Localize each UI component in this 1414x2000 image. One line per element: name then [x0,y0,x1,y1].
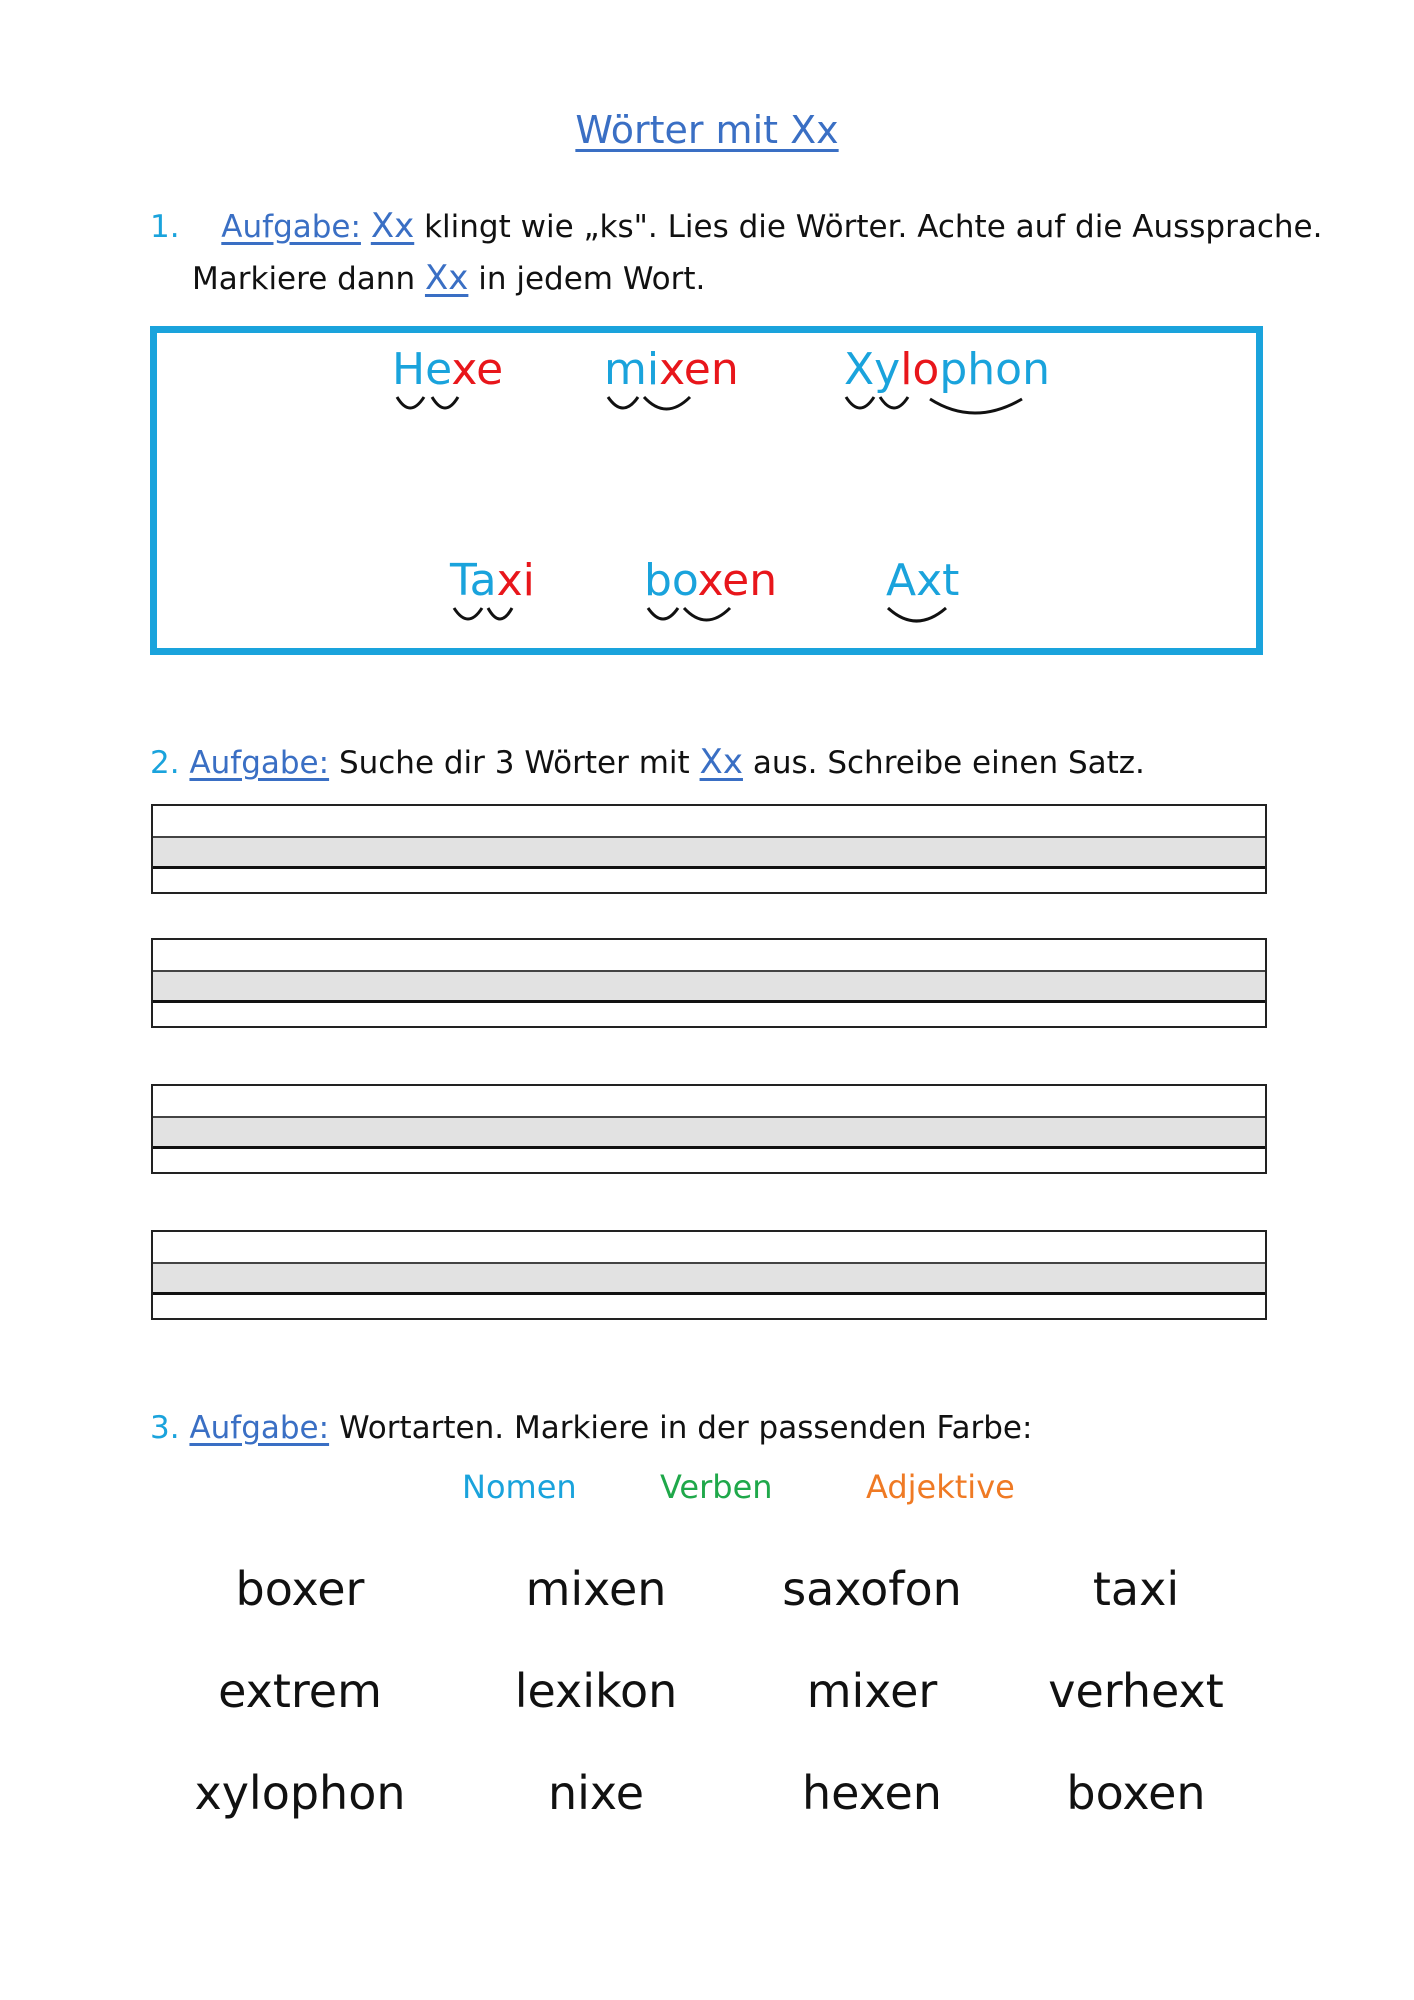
writing-line-middle-band [153,970,1265,1003]
writing-line[interactable] [151,1084,1267,1174]
word-item: nixe [547,1766,645,1820]
syllable-part-red: lo [900,344,940,395]
page-title: Wörter mit Xx [575,108,839,152]
category-adjektive: Adjektive [866,1468,1015,1506]
category-nomen: Nomen [462,1468,577,1506]
writing-line-middle-band [153,1262,1265,1295]
task1-line2-start: Markiere dann [192,261,416,297]
word-item: lexikon [514,1664,678,1718]
task1-number: 1. [150,209,180,245]
syllable-part: He [392,344,452,395]
task3-label: Aufgabe: [189,1410,330,1446]
task1-letters: Xx [370,206,415,246]
syllable-part: mi [604,344,660,395]
word-item: extrem [218,1664,382,1718]
syllable-word [644,556,777,606]
task2-letters: Xx [699,742,743,782]
task2-text-a: Suche dir 3 Wörter mit [338,745,690,781]
task1-line1 [150,200,1322,253]
syllable-part-red: xe [451,344,504,395]
syllable-arcs [450,604,550,634]
task1-letters-2: Xx [424,258,469,298]
task2-line [150,736,1145,789]
syllable-part-red: xen [659,344,739,395]
task3-text: Wortarten. Markiere in der passenden Farbe: [338,1410,1033,1446]
syllable-part: Axt [886,555,960,606]
syllable-word [886,556,959,606]
task3-line [150,1402,1032,1454]
syllable-word [392,345,503,395]
task1-instruction: klingt wie „ks". Lies die Wörter. Achte auf die Aussprache. [424,209,1323,245]
word-item: hexen [802,1766,942,1820]
task2-label: Aufgabe: [189,745,330,781]
syllable-part: bo [644,555,698,606]
syllable-arcs [644,604,764,634]
word-item: mixen [525,1562,667,1616]
task1-line2 [192,252,705,305]
writing-line[interactable] [151,938,1267,1028]
word-item: boxen [1066,1766,1206,1820]
syllable-arcs [392,393,492,423]
task1-label-colon: : [350,209,361,245]
syllable-part-red: xen [697,555,778,606]
word-item: boxer [235,1562,365,1616]
syllable-arcs [604,393,724,423]
task2-number: 2. [150,745,180,781]
syllable-word [844,345,1050,395]
syllable-part-red: xi [496,555,535,606]
word-item: xylophon [194,1766,406,1820]
task1-line2-end: in jedem Wort. [478,261,706,297]
syllable-arcs [844,393,1044,423]
syllable-arcs [886,604,986,634]
word-item: verhext [1048,1664,1224,1718]
syllable-part: Xy [844,344,901,395]
word-item: mixer [806,1664,938,1718]
task1-label: Aufgabe [221,209,351,245]
writing-line-middle-band [153,1116,1265,1149]
category-verben: Verben [660,1468,773,1506]
writing-line[interactable] [151,1230,1267,1320]
syllable-word [604,345,739,395]
syllable-part: Ta [450,555,497,606]
writing-line-middle-band [153,836,1265,869]
task3-number: 3. [150,1410,180,1446]
syllable-word [450,556,535,606]
syllable-part: phon [939,344,1050,395]
word-item: taxi [1092,1562,1180,1616]
task2-text-b: aus. Schreibe einen Satz. [752,745,1145,781]
writing-line[interactable] [151,804,1267,894]
word-item: saxofon [782,1562,962,1616]
